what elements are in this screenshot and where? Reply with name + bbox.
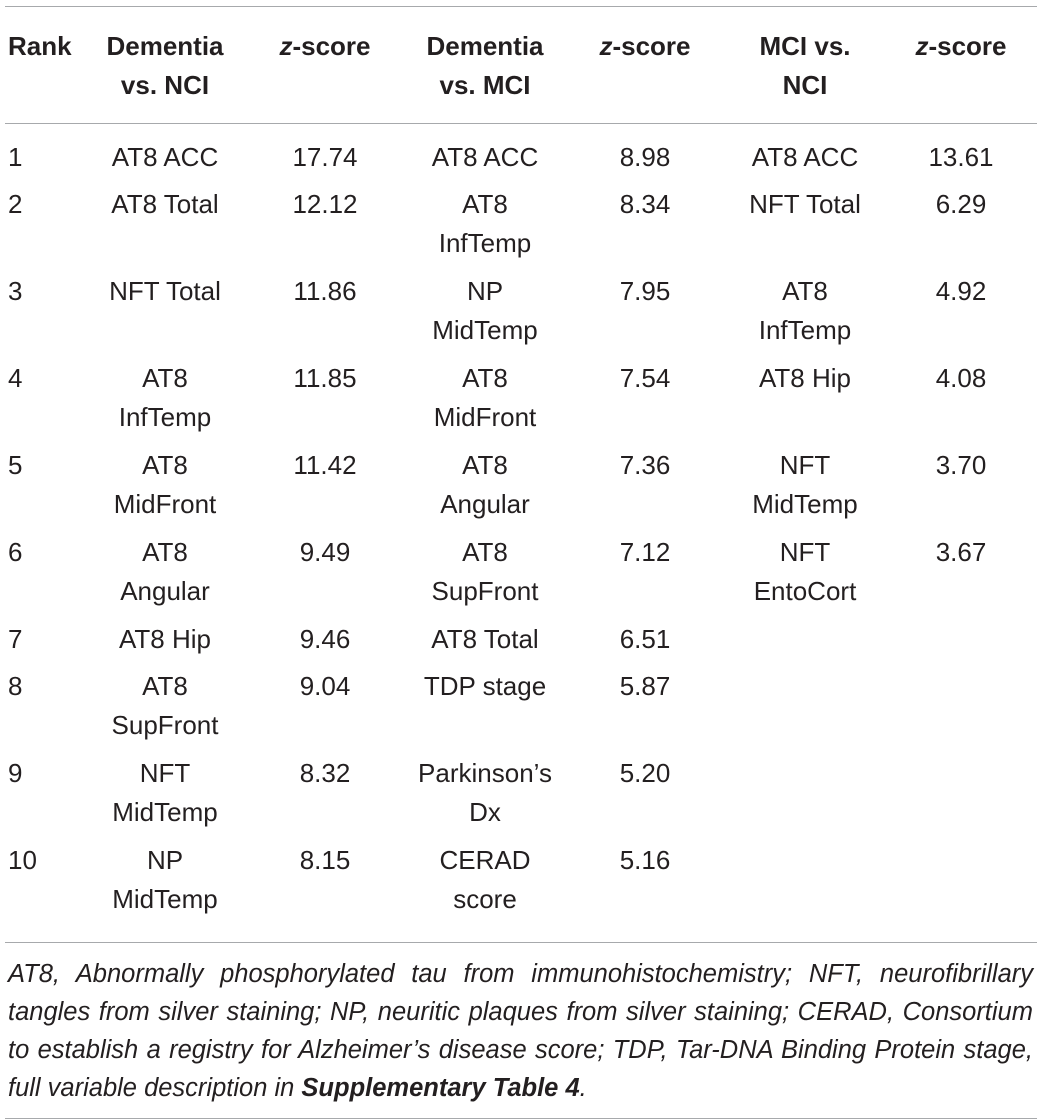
mci-vs-nci-variable: AT8 ACC	[751, 142, 859, 172]
mci-vs-nci-z	[885, 620, 1037, 667]
dementia-vs-nci-variable: AT8 InfTemp	[118, 363, 212, 432]
rank-cell: 5	[8, 450, 23, 480]
table-row	[5, 185, 1037, 272]
dementia-vs-mci-z: 7.54	[619, 363, 671, 393]
footnote-end: .	[579, 1074, 587, 1102]
dementia-vs-mci-z: 7.36	[619, 450, 671, 480]
footnote-text: AT8, Abnormally phosphorylated tau from immunohistochemistry; NFT, neurofibrillary tangles from silver staining; NP, neuritic plaques from silver staining; CERAD, Consortium to establish a registry for Alzheimer’s disease score; TDP, Tar-DNA Binding Protein stage, full variable description in	[8, 960, 1033, 1102]
dementia-vs-nci-variable: AT8 ACC	[111, 142, 219, 172]
header-dementia-vs-mci: Dementia vs. MCI	[426, 31, 544, 100]
mci-vs-nci-variable: NFT MidTemp	[752, 450, 858, 519]
table-row	[5, 667, 1037, 754]
dementia-vs-mci-variable: AT8 SupFront	[431, 537, 539, 606]
dementia-vs-mci-z: 7.95	[619, 276, 671, 306]
dementia-vs-nci-z: 9.46	[299, 624, 351, 654]
mci-vs-nci-z: 3.67	[935, 537, 987, 567]
dementia-vs-mci-z: 5.87	[619, 671, 671, 701]
table-row	[5, 620, 1037, 667]
dementia-vs-nci-z: 8.32	[299, 758, 351, 788]
dementia-vs-nci-variable: AT8 MidFront	[113, 450, 217, 519]
dementia-vs-nci-z: 9.49	[299, 537, 351, 567]
dementia-vs-mci-z: 5.20	[619, 758, 671, 788]
rank-cell: 1	[8, 142, 23, 172]
dementia-vs-nci-z: 17.74	[292, 142, 358, 172]
header-z-score: z-score	[915, 31, 1007, 61]
rank-cell: 7	[8, 624, 23, 654]
mci-vs-nci-variable: NFT Total	[749, 189, 861, 219]
dementia-vs-mci-variable: CERAD score	[439, 845, 531, 914]
mci-vs-nci-variable: AT8 InfTemp	[758, 276, 852, 345]
dementia-vs-nci-z: 11.86	[293, 276, 357, 306]
table-row	[5, 359, 1037, 446]
supplementary-table-link[interactable]: Supplementary Table 4	[301, 1074, 580, 1102]
table-row	[5, 533, 1037, 620]
dementia-vs-nci-z: 12.12	[292, 189, 358, 219]
mci-vs-nci-variable	[725, 667, 885, 754]
ranking-table	[5, 6, 1037, 942]
mci-vs-nci-variable	[725, 841, 885, 942]
table-footnote	[5, 942, 1037, 1119]
mci-vs-nci-z: 4.92	[935, 276, 987, 306]
mci-vs-nci-variable	[725, 620, 885, 667]
rank-cell: 8	[8, 671, 23, 701]
mci-vs-nci-z	[885, 754, 1037, 841]
dementia-vs-mci-z: 8.98	[619, 142, 671, 172]
mci-vs-nci-variable	[725, 754, 885, 841]
dementia-vs-mci-variable: AT8 MidFront	[433, 363, 537, 432]
dementia-vs-mci-variable: AT8 Total	[431, 624, 539, 654]
mci-vs-nci-z	[885, 667, 1037, 754]
dementia-vs-nci-z: 11.42	[293, 450, 357, 480]
header-rank: Rank	[8, 31, 72, 61]
rank-cell: 6	[8, 537, 23, 567]
dementia-vs-mci-variable: Parkinson’s Dx	[418, 758, 552, 827]
mci-vs-nci-z: 6.29	[935, 189, 987, 219]
dementia-vs-mci-variable: AT8 Angular	[440, 450, 530, 519]
mci-vs-nci-z	[885, 841, 1037, 942]
dementia-vs-nci-variable: AT8 Hip	[119, 624, 211, 654]
header-z-score: z-score	[279, 31, 371, 61]
dementia-vs-mci-variable: AT8 ACC	[431, 142, 539, 172]
dementia-vs-mci-variable: AT8 InfTemp	[438, 189, 532, 258]
mci-vs-nci-variable: AT8 Hip	[759, 363, 851, 393]
dementia-vs-nci-variable: NFT MidTemp	[112, 758, 218, 827]
dementia-vs-nci-z: 9.04	[299, 671, 351, 701]
dementia-vs-mci-z: 7.12	[619, 537, 671, 567]
dementia-vs-nci-variable: NFT Total	[109, 276, 221, 306]
dementia-vs-nci-z: 8.15	[299, 845, 351, 875]
rank-cell: 3	[8, 276, 23, 306]
table-row	[5, 841, 1037, 942]
table-row	[5, 272, 1037, 359]
mci-vs-nci-z: 4.08	[935, 363, 987, 393]
mci-vs-nci-variable: NFT EntoCort	[753, 537, 857, 606]
header-mci-vs-nci: MCI vs. NCI	[759, 31, 851, 100]
dementia-vs-mci-z: 8.34	[619, 189, 671, 219]
mci-vs-nci-z: 3.70	[935, 450, 987, 480]
table-row	[5, 446, 1037, 533]
mci-vs-nci-z: 13.61	[928, 142, 994, 172]
rank-cell: 10	[8, 845, 37, 875]
dementia-vs-nci-variable: NP MidTemp	[112, 845, 218, 914]
header-z-score: z-score	[599, 31, 691, 61]
table-header-row	[5, 7, 1037, 124]
dementia-vs-mci-variable: TDP stage	[423, 671, 547, 701]
table-row	[5, 754, 1037, 841]
rank-cell: 2	[8, 189, 23, 219]
dementia-vs-mci-z: 6.51	[619, 624, 671, 654]
dementia-vs-nci-z: 11.85	[293, 363, 357, 393]
rank-cell: 9	[8, 758, 23, 788]
dementia-vs-mci-variable: NP MidTemp	[432, 276, 538, 345]
dementia-vs-mci-z: 5.16	[619, 845, 671, 875]
dementia-vs-nci-variable: AT8 Total	[111, 189, 219, 219]
dementia-vs-nci-variable: AT8 Angular	[120, 537, 210, 606]
dementia-vs-nci-variable: AT8 SupFront	[111, 671, 219, 740]
results-table-container	[5, 6, 1037, 1119]
header-dementia-vs-nci: Dementia vs. NCI	[106, 31, 224, 100]
table-row	[5, 124, 1037, 186]
rank-cell: 4	[8, 363, 23, 393]
